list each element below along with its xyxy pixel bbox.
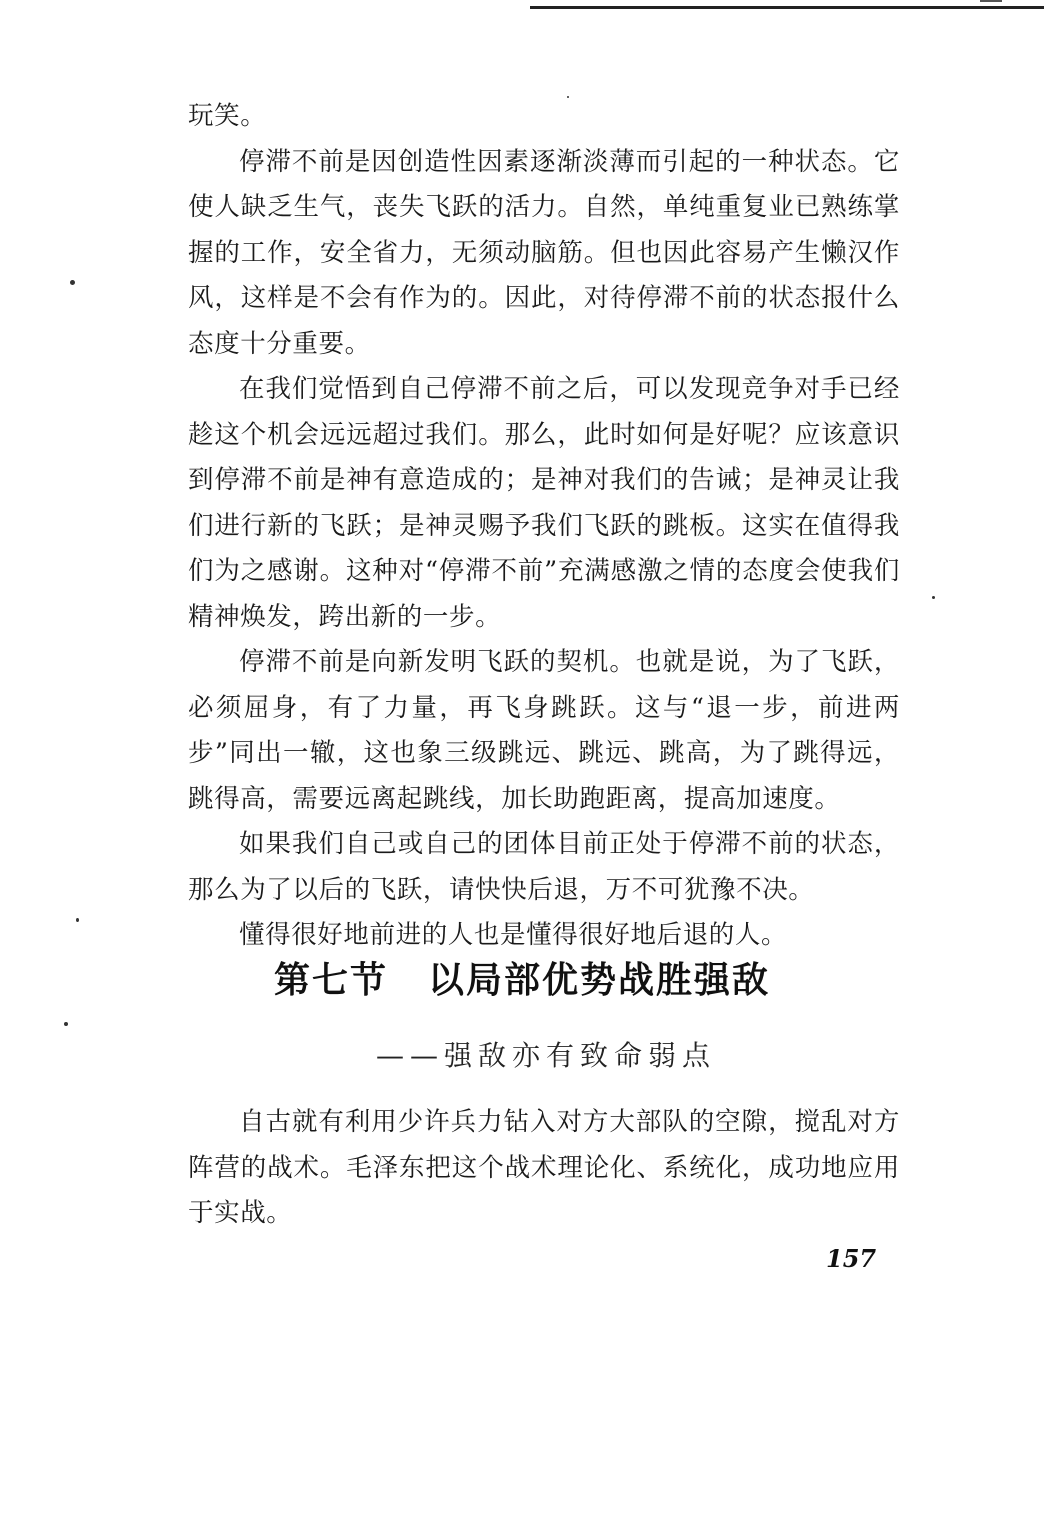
body-text-bottom [188,1100,900,1237]
scan-speck [76,918,79,922]
paragraph: 在我们觉悟到自己停滞不前之后，可以发现竞争对手已经趁这个机会远远超过我们。那么，此时如何是好呢？应该意识到停滞不前是神有意造成的；是神对我们的告诫；是神灵让我们进行新的飞跃；是神灵赐予我们飞跃的跳板。这实在值得我们为之感谢。这种对“停滞不前”充满感激之情的态度会使我们精神焕发，跨出新的一步。 [188,374,900,632]
body-text-top [188,94,900,959]
scan-speck [64,1022,68,1026]
paragraph: 自古就有利用少许兵力钻入对方大部队的空隙，搅乱对方阵营的战术。毛泽东把这个战术理论化、系统化，成功地应用于实战。 [188,1107,900,1228]
section-title: 以局部优势战胜强敌 [428,960,771,1001]
paragraph: 停滞不前是向新发明飞跃的契机。也就是说，为了飞跃，必须屈身，有了力量，再飞身跳跃。这与“退一步，前进两步”同出一辙，这也象三级跳远、跳远、跳高，为了跳得远，跳得高，需要远离起跳线，加长助跑距离，提高加速度。 [188,647,900,814]
scan-speck [567,96,569,98]
paragraph: 如果我们自己或自己的团体目前正处于停滞不前的状态，那么为了以后的飞跃，请快快后退，万不可犹豫不决。 [188,829,900,905]
section-subtitle: ——强敌亦有致命弱点 [376,1039,717,1072]
top-border-mark [980,0,1002,2]
paragraph: 停滞不前是因创造性因素逐渐淡薄而引起的一种状态。它使人缺乏生气，丧失飞跃的活力。自然，单纯重复业已熟练掌握的工作，安全省力，无须动脑筋。但也因此容易产生懒汉作风，这样是不会有作为的。因此，对待停滞不前的状态报什么态度十分重要。 [188,146,900,359]
scan-speck [70,280,75,285]
section-number: 第七节 [273,960,388,1001]
paragraph: 玩笑。 [188,101,267,131]
top-border-rule [530,6,1044,9]
page-number: 157 [826,1244,877,1273]
section-heading [0,952,1044,1003]
scan-speck [932,596,935,599]
paragraph: 懂得很好地前进的人也是懂得很好地后退的人。 [239,920,788,950]
